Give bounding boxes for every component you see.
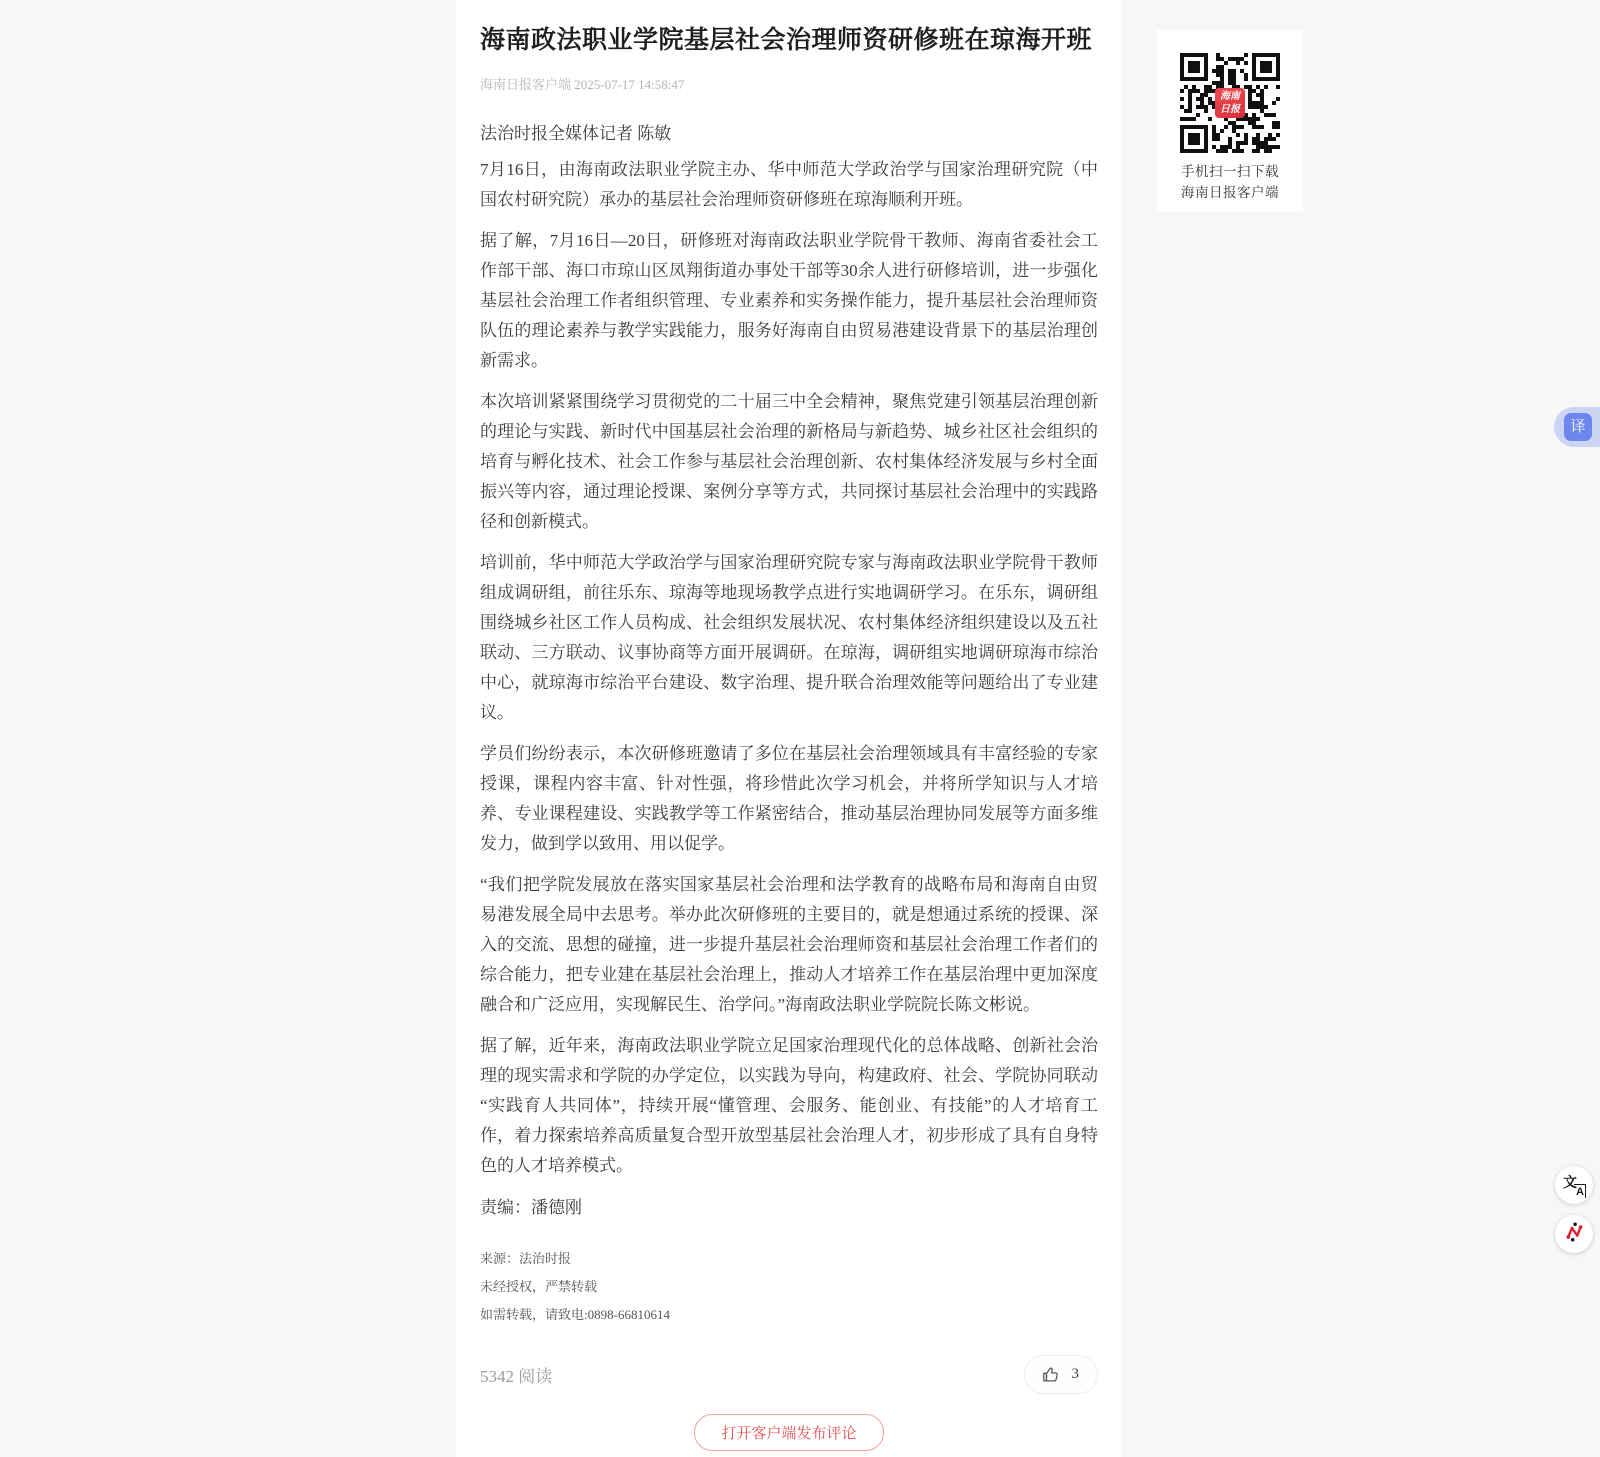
article-paragraph: 学员们纷纷表示，本次研修班邀请了多位在基层社会治理领域具有丰富经验的专家授课，课程内容丰富、针对性强，将珍惜此次学习机会，并将所学知识与人才培养、专业课程建设、实践教学等工作紧密结合，推动基层治理协同发展等方面多维发力，做到学以致用、用以促学。: [480, 744, 1098, 853]
qr-caption: [1157, 161, 1303, 203]
translate-glyph-icon: 文 A: [1563, 1174, 1584, 1198]
hainan-daily-logo: 海南 日报: [1215, 88, 1245, 118]
like-button[interactable]: [1024, 1355, 1099, 1394]
article-paragraph: “我们把学院发展放在落实国家基层社会治理和法学教育的战略布局和海南自由贸易港发展全局中去思考。举办此次研修班的主要目的，就是想通过系统的授课、深入的交流、思想的碰撞，进一步提升基层社会治理师资和基层社会治理工作者们的综合能力，把专业建在基层社会治理上，推动人才培养工作在基层治理中更加深度融合和广泛应用，实现解民生、治学问。”海南政法职业学院院长陈文彬说。: [480, 875, 1098, 1014]
article-title: 海南政法职业学院基层社会治理师资研修班在琼海开班: [480, 27, 1093, 54]
qr-caption-line2: 海南日报客户端: [1181, 185, 1279, 200]
extension-shortcut-button[interactable]: [1555, 1215, 1593, 1253]
source-line: 来源：法治时报: [480, 1251, 572, 1266]
reprint-phone-line: 如需转载，请致电:0898-66810614: [480, 1307, 670, 1322]
page-translate-button[interactable]: [1555, 1166, 1593, 1204]
copyright-line: 未经授权，严禁转载: [480, 1279, 598, 1294]
translate-badge-icon: 译: [1564, 413, 1592, 441]
article-card: [456, 0, 1122, 1457]
source-block: [480, 1245, 1098, 1329]
article-meta: 海南日报客户端 2025-07-17 14:58:47: [480, 77, 685, 92]
qr-code-image: [1180, 53, 1280, 153]
article-body: [480, 155, 1098, 1181]
article-byline: 法治时报全媒体记者 陈敏: [480, 124, 672, 143]
qr-download-panel: [1157, 30, 1303, 212]
network-nodes-icon: [1563, 1221, 1585, 1248]
stats-row: [480, 1355, 1098, 1394]
thumbs-up-icon: [1041, 1365, 1060, 1384]
article-paragraph: 7月16日，由海南政法职业学院主办、华中师范大学政治学与国家治理研究院（中国农村研究院）承办的基层社会治理师资研修班在琼海顺利开班。: [480, 160, 1098, 209]
article-paragraph: 据了解，7月16日—20日，研修班对海南政法职业学院骨干教师、海南省委社会工作部干部、海口市琼山区凤翔街道办事处干部等30余人进行研修培训，进一步强化基层社会治理工作者组织管理、专业素养和实务操作能力，提升基层社会治理师资队伍的理论素养与教学实践能力，服务好海南自由贸易港建设背景下的基层治理创新需求。: [480, 231, 1098, 370]
like-count: 3: [1071, 1366, 1079, 1382]
qr-caption-line1: 手机扫一扫下载: [1181, 164, 1279, 179]
open-client-comment-button[interactable]: 打开客户端发布评论: [694, 1414, 883, 1451]
read-count: 5342 阅读: [480, 1367, 553, 1386]
article-paragraph: 培训前，华中师范大学政治学与国家治理研究院专家与海南政法职业学院骨干教师组成调研组，前往乐东、琼海等地现场教学点进行实地调研学习。在乐东，调研组围绕城乡社区工作人员构成、社会组织发展状况、农村集体经济组织建设以及五社联动、三方联动、议事协商等方面开展调研。在琼海，调研组实地调研琼海市综治中心，就琼海市综治平台建设、数字治理、提升联合治理效能等问题给出了专业建议。: [480, 553, 1098, 722]
article-paragraph: 据了解，近年来，海南政法职业学院立足国家治理现代化的总体战略、创新社会治理的现实需求和学院的办学定位，以实践为导向，构建政府、社会、学院协同联动“实践育人共同体”，持续开展“懂管理、会服务、能创业、有技能”的人才培育工作，着力探索培养高质量复合型开放型基层社会治理人才，初步形成了具有自身特色的人才培养模式。: [480, 1036, 1098, 1175]
editor-line: 责编：潘德刚: [480, 1198, 582, 1217]
article-paragraph: 本次培训紧紧围绕学习贯彻党的二十届三中全会精神，聚焦党建引领基层治理创新的理论与实践、新时代中国基层社会治理的新格局与新趋势、城乡社区社会组织的培育与孵化技术、社会工作参与基层社会治理创新、农村集体经济发展与乡村全面振兴等内容，通过理论授课、案例分享等方式，共同探讨基层社会治理中的实践路径和创新模式。: [480, 392, 1098, 531]
translate-pill-button[interactable]: [1554, 407, 1600, 447]
comment-row: [480, 1414, 1098, 1451]
